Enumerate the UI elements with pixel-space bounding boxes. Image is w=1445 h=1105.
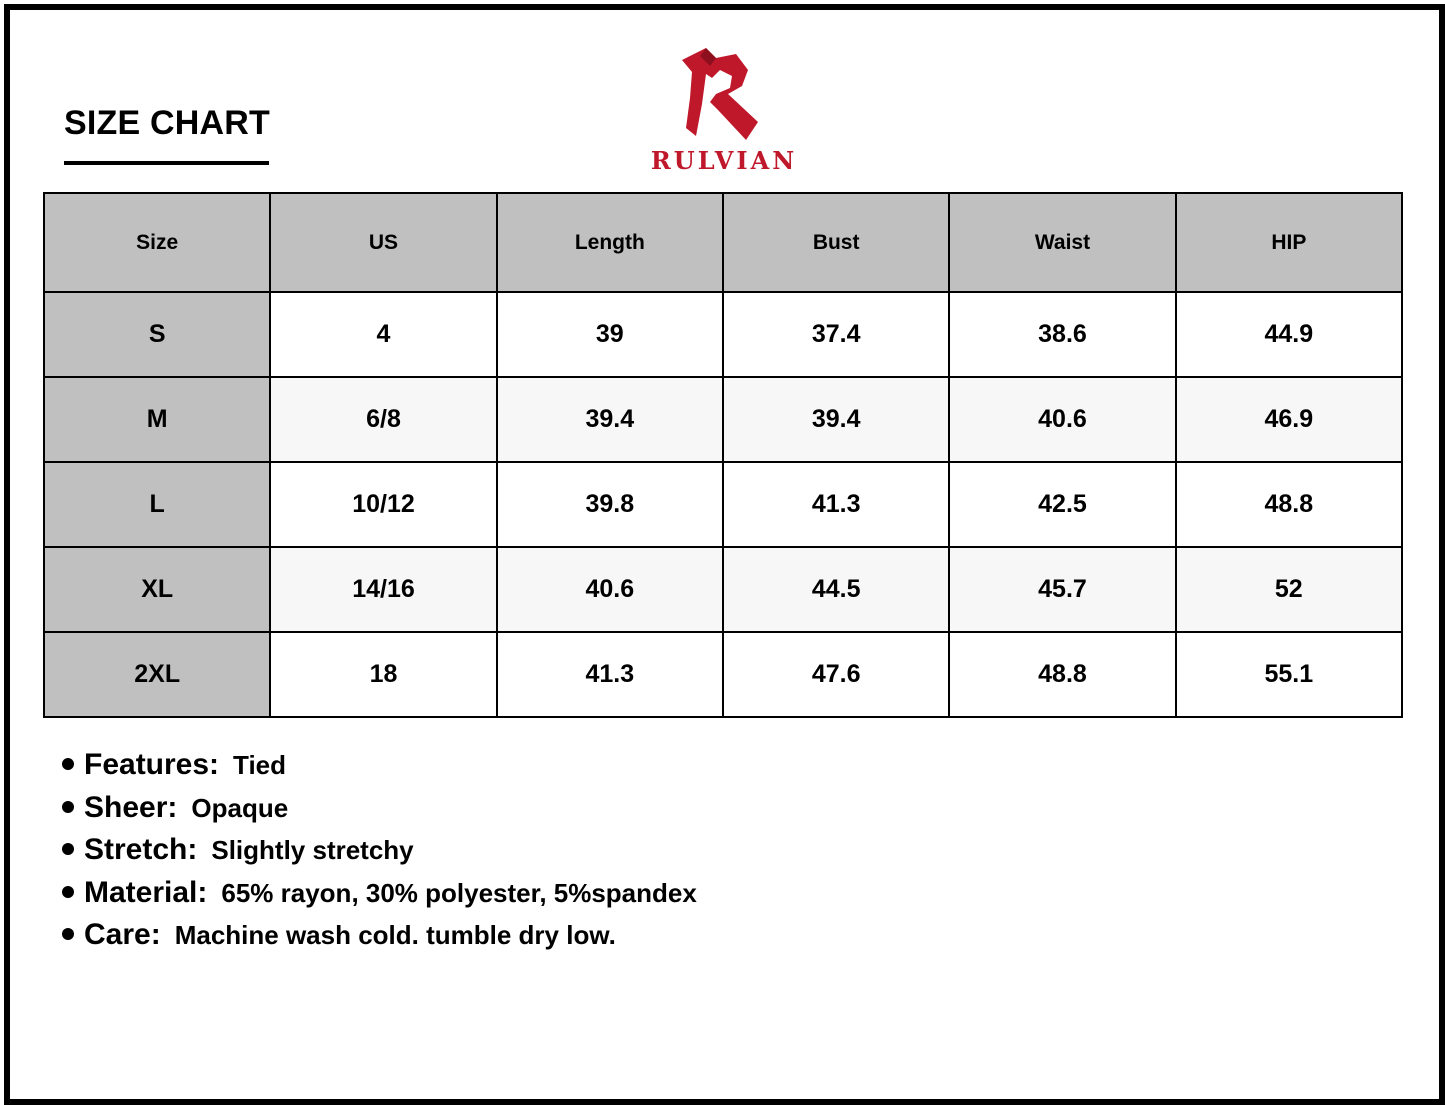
feature-item-stretch [62, 833, 697, 876]
column-header-hip: HIP [1176, 193, 1402, 292]
size-cell: XL [44, 547, 270, 632]
feature-value: 65% rayon, 30% polyester, 5%spandex [221, 877, 697, 908]
table-row [44, 632, 1402, 717]
length-cell: 39 [497, 292, 723, 377]
size-chart-table [43, 192, 1403, 718]
product-features-list [62, 748, 697, 961]
length-cell: 39.4 [497, 377, 723, 462]
bullet-icon [62, 843, 74, 855]
bust-cell: 41.3 [723, 462, 949, 547]
bust-cell: 44.5 [723, 547, 949, 632]
size-cell: M [44, 377, 270, 462]
feature-item-sheer [62, 791, 697, 834]
feature-label: Care: [84, 918, 161, 951]
table-row [44, 547, 1402, 632]
size-cell: L [44, 462, 270, 547]
table-row [44, 462, 1402, 547]
length-cell: 41.3 [497, 632, 723, 717]
column-header-us: US [270, 193, 496, 292]
bullet-icon [62, 801, 74, 813]
brand-logo [636, 44, 812, 179]
bust-cell: 39.4 [723, 377, 949, 462]
hip-cell: 46.9 [1176, 377, 1402, 462]
hip-cell: 55.1 [1176, 632, 1402, 717]
us-cell: 18 [270, 632, 496, 717]
us-cell: 10/12 [270, 462, 496, 547]
us-cell: 4 [270, 292, 496, 377]
column-header-waist: Waist [949, 193, 1175, 292]
column-header-length: Length [497, 193, 723, 292]
us-cell: 14/16 [270, 547, 496, 632]
feature-value: Opaque [191, 792, 289, 823]
feature-value: Slightly stretchy [211, 835, 414, 865]
feature-value: Machine wash cold. tumble dry low. [174, 920, 616, 950]
feature-label: Features: [84, 748, 220, 781]
feature-item-material [62, 876, 697, 919]
waist-cell: 48.8 [949, 632, 1175, 717]
us-cell: 6/8 [270, 377, 496, 462]
brand-name: RULVIAN [650, 146, 798, 175]
waist-cell: 45.7 [949, 547, 1175, 632]
bullet-icon [62, 758, 74, 770]
rulvian-r-icon [676, 44, 772, 144]
waist-cell: 40.6 [949, 377, 1175, 462]
waist-cell: 42.5 [949, 462, 1175, 547]
size-cell: S [44, 292, 270, 377]
length-cell: 39.8 [497, 462, 723, 547]
hip-cell: 52 [1176, 547, 1402, 632]
bullet-icon [62, 886, 74, 898]
length-cell: 40.6 [497, 547, 723, 632]
size-cell: 2XL [44, 632, 270, 717]
feature-label: Material: [84, 875, 208, 909]
title-underline [64, 161, 269, 165]
table-row [44, 292, 1402, 377]
column-header-bust: Bust [723, 193, 949, 292]
feature-value: Tied [233, 750, 287, 780]
feature-label: Sheer: [84, 790, 178, 824]
feature-item-care [62, 918, 697, 961]
waist-cell: 38.6 [949, 292, 1175, 377]
bust-cell: 37.4 [723, 292, 949, 377]
bust-cell: 47.6 [723, 632, 949, 717]
table-header-row [44, 193, 1402, 292]
table-row [44, 377, 1402, 462]
feature-label: Stretch: [84, 833, 198, 866]
bullet-icon [62, 928, 74, 940]
hip-cell: 48.8 [1176, 462, 1402, 547]
page-title: SIZE CHART [64, 104, 270, 142]
feature-item-features [62, 748, 697, 791]
hip-cell: 44.9 [1176, 292, 1402, 377]
column-header-size: Size [44, 193, 270, 292]
